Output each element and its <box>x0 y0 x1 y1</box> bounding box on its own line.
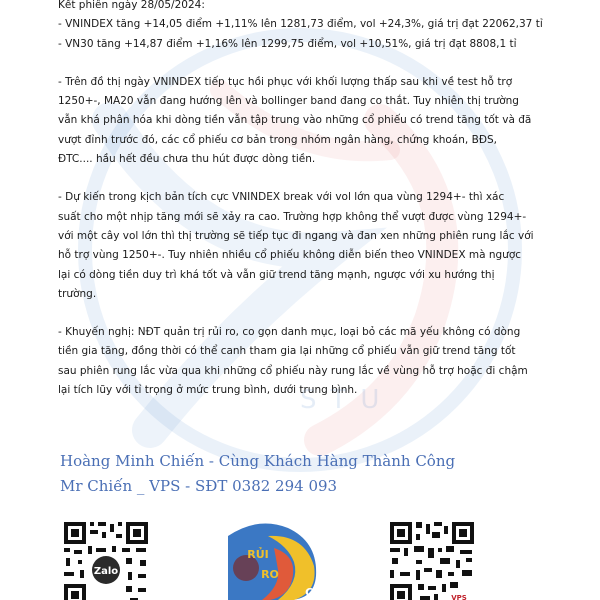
paragraph-line: - Trên đồ thị ngày VNINDEX tiếp tục hồi phục với khối lượng thấp sau khi về test hỗ trợ <box>58 75 513 88</box>
vps-qr-code[interactable] <box>386 518 478 600</box>
logo-text-line2: RO <box>261 568 279 581</box>
session-line-vn30: - VN30 tăng +14,87 điểm +1,16% lên 1299,75 điểm, vol +10,51%, giá trị đạt 8808,1 tỉ <box>58 37 517 50</box>
signature-name: Hoàng Minh Chiến - Cùng Khách Hàng Thành Công <box>60 452 456 470</box>
paragraph-line: với một cây vol lớn thì thị trường sẽ tiếp tục đi ngang và đan xen những phiên rung lắc với <box>58 229 534 242</box>
zalo-qr-code[interactable] <box>60 518 152 600</box>
paragraph-line: - Khuyến nghị: NĐT quản trị rủi ro, co gọn danh mục, loại bỏ các mã yếu không có dòng <box>58 326 521 339</box>
signature-contact: Mr Chiến _ VPS - SĐT 0382 294 093 <box>60 477 338 495</box>
paragraph-line: vượt đỉnh trước đó, các cổ phiếu cơ bản trong nhóm ngân hàng, chứng khoán, BĐS, <box>58 133 497 146</box>
paragraph-line: ĐTC.... hầu hết đều chưa thu hút được dòng tiền. <box>58 153 316 166</box>
paragraph-analysis <box>58 73 548 169</box>
paragraph-line: trường. <box>58 287 97 300</box>
logo-text-line3: CƠ <box>305 586 323 599</box>
session-heading: Kết phiên ngày 28/05/2024: <box>58 0 205 11</box>
vps-label: VPS <box>451 594 467 600</box>
paragraph-line: 1250+-, MA20 vẫn đang hướng lên và bollinger band đang co thắt. Tuy nhiên thị trường <box>58 95 519 108</box>
paragraph-line: lại tích lũy với tỉ trọng ở mức trung bình, dưới trung bình. <box>58 384 358 397</box>
paragraph-scenario <box>58 188 548 304</box>
logo-text-line1: RỦI <box>247 548 269 561</box>
brand-logo <box>218 516 324 600</box>
paragraph-recommendation <box>58 323 548 400</box>
paragraph-line: hỗ trợ vùng 1250+-. Tuy nhiên nhiều cổ phiếu không diễn biến theo VNINDEX mà ngược <box>58 249 522 262</box>
session-line-vnindex: - VNINDEX tăng +14,05 điểm +1,11% lên 1281,73 điểm, vol +24,3%, giá trị đạt 22062,37 tỉ <box>58 18 543 31</box>
paragraph-line: - Dự kiến trong kịch bản tích cực VNINDEX break với vol lớn qua vùng 1294+- thì xác <box>58 191 505 204</box>
paragraph-line: sau phiên rung lắc vừa qua khi những cổ phiếu này rung lắc về vùng hỗ trợ hoặc đi chậm <box>58 364 528 377</box>
signature-block <box>60 449 455 499</box>
report-content <box>58 0 548 400</box>
paragraph-line: suất cho một nhịp tăng mới sẽ xảy ra cao. Trường hợp không thể vượt được vùng 1294+- <box>58 210 527 223</box>
zalo-label: Zalo <box>93 566 119 577</box>
paragraph-line: tiền gia tăng, đồng thời có thể canh tham gia lại những cổ phiếu vẫn giữ trend tăng tốt <box>58 345 516 358</box>
paragraph-line: vẫn khá phân hóa khi dòng tiền vẫn tập trung vào những cổ phiếu có trend tăng tốt và đã <box>58 114 532 127</box>
paragraph-line: lại có dòng tiền duy trì khá tốt và vẫn giữ trend tăng mạnh, ngược với xu hướng thị <box>58 268 495 281</box>
watermark-text: STU <box>300 385 394 415</box>
